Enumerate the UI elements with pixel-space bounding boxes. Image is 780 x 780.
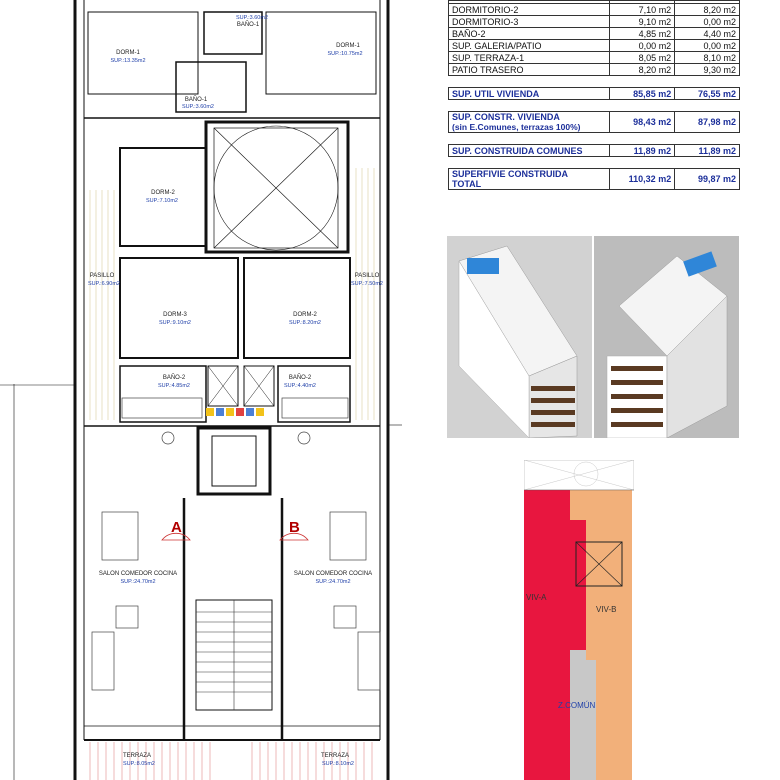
room-area: SUP.:13.35m2	[110, 58, 146, 64]
total-name: SUP. UTIL VIVIENDA	[449, 88, 610, 100]
table-row	[449, 145, 740, 157]
unit-b-marker: B	[289, 519, 300, 536]
total-name: SUPERFIVIE CONSTRUIDA	[452, 169, 569, 179]
row-value-b: 0,00 m2	[675, 16, 740, 28]
total-value-a: 85,85 m2	[610, 88, 675, 100]
comun-label: Z.COMÚN	[558, 701, 596, 710]
room-area: SUP.:4.85m2	[157, 383, 191, 389]
room-name: BAÑO-2	[162, 375, 186, 381]
table-row	[449, 112, 740, 133]
room-name: TERRAZA	[320, 753, 350, 759]
row-name: DORMITORIO-2	[449, 4, 610, 16]
row-name: PATIO TRASERO	[449, 64, 610, 76]
room-name: DORM-1	[336, 43, 360, 49]
room-name: SALON COMEDOR COCINA	[293, 571, 373, 577]
total-value-a: 110,32 m2	[610, 169, 675, 190]
room-name: SALON COMEDOR COCINA	[98, 571, 178, 577]
row-value-b: 9,30 m2	[675, 64, 740, 76]
room-area: SUP.:6.90m2	[87, 281, 121, 287]
room-area: SUP.:3.60m2	[181, 104, 215, 110]
row-value-b: 8,10 m2	[675, 52, 740, 64]
room-area: SUP.:8.10m2	[321, 761, 355, 767]
row-value-b: 0,00 m2	[675, 40, 740, 52]
room-area: SUP.:10.75m2	[327, 51, 363, 57]
row-value-a: 8,20 m2	[610, 64, 675, 76]
row-name: SUP. GALERIA/PATIO	[449, 40, 610, 52]
room-name: DORM-3	[163, 312, 187, 318]
total-value-b: 99,87 m2	[675, 169, 740, 190]
room-name: DORM-2	[293, 312, 317, 318]
total-value-b: 11,89 m2	[675, 145, 740, 157]
row-name: BAÑO-2	[449, 28, 610, 40]
row-value-a: 9,10 m2	[610, 16, 675, 28]
comun-zone	[570, 650, 596, 780]
room-area: SUP.:7.50m2	[350, 281, 384, 287]
total-name: SUP. CONSTR. VIVIENDA	[452, 112, 560, 122]
table-row	[449, 28, 740, 40]
room-area: SUP.:9.10m2	[158, 320, 192, 326]
room-area: SUP.:24.70m2	[315, 579, 351, 585]
row-value-a: 0,00 m2	[610, 40, 675, 52]
total-value-b: 87,98 m2	[675, 112, 740, 133]
table-row	[449, 4, 740, 16]
total-value-a: 11,89 m2	[610, 145, 675, 157]
room-name: PASILLO	[89, 273, 115, 279]
room-area: SUP.:4.40m2	[283, 383, 317, 389]
viv-a-label: VIV-A	[526, 593, 547, 602]
unit-a-marker: A	[171, 519, 182, 536]
area-summary-table	[448, 0, 740, 190]
total-value-b: 76,55 m2	[675, 88, 740, 100]
room-area: SUP.:8.05m2	[122, 761, 156, 767]
room-name: PASILLO	[354, 273, 380, 279]
row-name: SUP. TERRAZA-1	[449, 52, 610, 64]
row-value-a: 4,85 m2	[610, 28, 675, 40]
table-row	[449, 64, 740, 76]
row-value-b: 8,20 m2	[675, 4, 740, 16]
table-row	[449, 52, 740, 64]
viv-b-label: VIV-B	[596, 605, 617, 614]
row-name: DORMITORIO-3	[449, 16, 610, 28]
row-value-a: 7,10 m2	[610, 4, 675, 16]
room-name: TERRAZA	[122, 753, 152, 759]
table-row	[449, 16, 740, 28]
room-area: SUP.:3.60m2	[235, 15, 269, 21]
total-name: SUP. CONSTRUIDA COMUNES	[449, 145, 610, 157]
room-name: BAÑO-1	[184, 97, 208, 103]
room-area: SUP.:24.70m2	[120, 579, 156, 585]
table-row	[449, 88, 740, 100]
row-value-a: 8,05 m2	[610, 52, 675, 64]
unit-zoning-diagram	[524, 460, 634, 780]
building-render-image	[447, 236, 739, 438]
total-name-note: TOTAL	[452, 179, 482, 189]
row-value-b: 4,40 m2	[675, 28, 740, 40]
room-name: DORM-1	[116, 50, 140, 56]
room-name: BAÑO-2	[288, 375, 312, 381]
table-row	[449, 40, 740, 52]
room-area: SUP.:7.10m2	[145, 198, 179, 204]
total-value-a: 98,43 m2	[610, 112, 675, 133]
room-area: SUP.:8.20m2	[288, 320, 322, 326]
table-row	[449, 169, 740, 190]
total-name-note: (sin E.Comunes, terrazas 100%)	[452, 122, 581, 132]
room-name: DORM-2	[151, 190, 175, 196]
building-renders	[447, 236, 739, 438]
room-name: BAÑO-1	[236, 22, 260, 28]
